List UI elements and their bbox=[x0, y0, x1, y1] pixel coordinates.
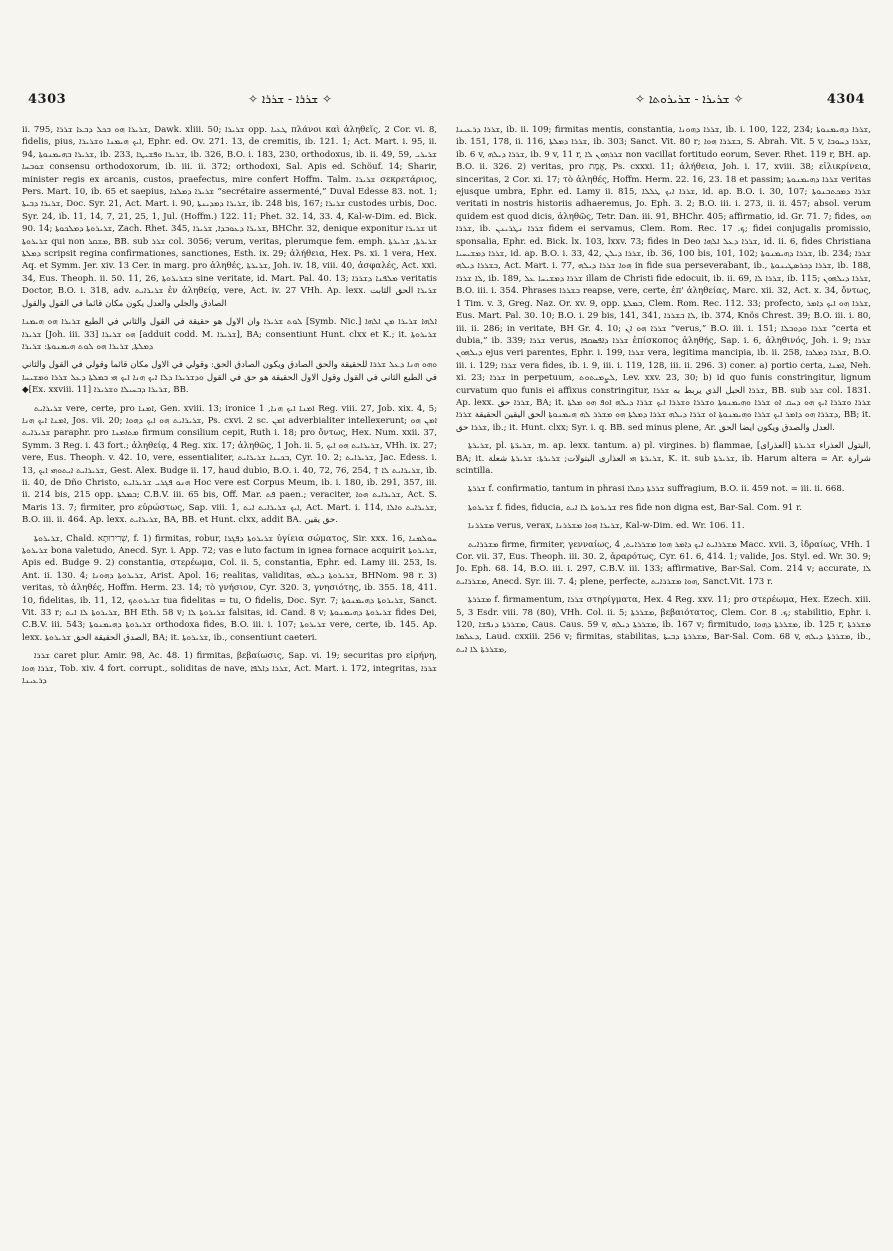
right-running-head: ✧ ܫܪܝܪܐ - ܫܪܝܪܘܬܐ ✧ bbox=[635, 92, 744, 106]
entry-paragraph: ii. 795, ܫܪܝܪܐ ܗܘ ܒܟܠ ܕܒܥܐ ܫܪܪܐ, Dawk. xliii. 50; ܫܪܝܪܐ opp. ܛܥܝܐ πλάνοι καὶ ἀληθεῖς, 2 Cor. vi. 8, fidelis, pius, ܐܝܟ ܗܝܡܢܐ ܘܫܪܝܪܐ, Ephr. ed. Ov. 271. 13, de cremitis, ib. 121. 1; Act. Mart. i. 95, ii. 94, ܫܪܝܪܐ ܒܗܝܡܢܘܬܐ, ib. 233, ܫܪܝܪܐ ܘܦܫܝܛܐ, ib. 326, B.O. i. 183, 230, orthodoxus, ib. ii. 49, 59, ܫܪܝܪܝ ܫܘܒܚܐ consensu orthodoxorum, ib. iii. ii. 372; orthodoxi, Sal. Apis ed. Schöuf. 14; Sharir, minister regis ex arcanis, custos, praefectus, mire confert Hoffm. Talm. ܫܪܝܪܐ σεκρετάριος, Pers. Mart. 10, ib. 65 et saepius, ܫܪܝܪܐ ܕܡܠܟܐ “secrétaire assermenté,” Duval Edesse 83. not. 1; ܫܪܝܪܐ ܕܒܝܬܐ, Doc. Syr. 21, Act. Mart. i. 90, ܫܪܝܪܐ ܕܡܕܝܢܬܐ, ib. 248 bis, 167; ܫܪܝܪܐ custodes urbis, Doc. Syr. 24, ib. 11, 14, 7, 21, 25, 1, Jul. (Hoffm.) 122. 11; Phet. 32. 14, 33. 4, Kal-w-Dim. ed. Bick. 90. 14; ܫܪܝܪܘܬܐ ܕܡܠܟܘܬܐ, Zach. Rhet. 345, ܫܪܝܪܐ ܕܥܘܒܕܐ, ܫܪܝܪܐ, BHChr. 32, denique exponitur ܫܪܝܪܐ ut ܫܪܝܪܘܬܐ qui non ܡܫܩܪ, BB. sub ܫܪܪ col. 3056; verum, veritas, plerumque fem. emph. ܫܪܝܪܬܐ, ܫܪܝܪܬܐ ܕܡܠܬܐ scripsit regina confirmationes, sanctiones, Esth. ix. 29; ἀλήθεια, Hex. Ps. xi. 1 vera, Hex. Aq. et Symm. Jer. xiv. 13 Cer. in marg. pro ἀληθές, ܫܪܝܪܬܐ, Joh. iv. 18, viii. 40, ἀσφαλές, Act. xxi. 34, Eus. Theoph. ii. 50. 11, 26, ܒܫܪܝܪܘܬܐ sine veritate, id. Mart. Pal. 40. 13; ܡܠܦܢܐ ܕܫܪܪܐ veritatis Doctor, B.O. i. 318, adv. ܫܪܝܪܐܝܬ ἐν ἀληθείᾳ, vere, Act. iv. 27 VHh. Ap. lexx. ܫܪܝܪܐ الحق الثابت الصادق والجلي والعدل يكون مكان قائما في القول والقول bbox=[22, 125, 437, 309]
entry-paragraph: ܫܪܝܪܐܝܬ vere, certe, pro ܐܡܢܐ, Gen. xviii. 13; ironice ܐܡܢܐ ܐܝܟ ܗܢܐ, 1 Reg. viii. 27, Job. xix. 4, 5; ܐܡܢܐ ܐܝܟ ܗܢܐ, Jos. vii. 20; ܫܪܝܪܐܝܬ ܗܘ ܐܝܟ ܕܗܘܐ, Ps. cxvi. 2 sc. ܐܡܢ adverbialiter intellexerunt; ܐܡܢ ܗܘ ܫܪܝܪܐܝܬ paraphr. pro ܡܬܐܡܢܐ firmum consilium cepit, Ruth i. 18; pro ὄντως, Hex. Num. xxii. 37, Symm. 3 Reg. i. 43 fort.; ἀληθείᾳ, 4 Reg. xix. 17; ἀληθῶς, 1 Joh. ii. 5, ܫܪܝܪܐܝܬ ܗܘ ܐܝܟ, VHh. ix. 27; vere, Eus. Theoph. v. 42. 10, vere, essentialiter, ܒܟܝܢܐ ܫܪܝܪܐܝܬ, Cyr. 10. 2; ܫܪܝܪܐܝܬ, Jac. Edess. i. 13, ܫܪܝܪܐܝܬ ܐܝܬܘܗܝ ܐܝܟ, Gest. Alex. Budge ii. 17, haud dubio, B.O. i. 40, 72, 76, 254, † ܫܪܝܪܐܝܬ ܠܐ, ib. ii. 40, de Dño Christo, ܗܢܘ ܦܓܪܝ ܫܪܝܪܐܝܬ Hoc vere est Corpus Meum, ib. i. 180, ib. 291, 357, iii. ii. 214 bis, 215 opp. ܒܡܠܬܐ; C.B.V. iii. 65 bis, Off. Mar. ܦܬ paen.; veraciter, ܫܪܝܪܐܝܬ ܗܘܐ, Act. S. Maris 13. 7; firmiter, pro εὐρώστως, Sap. viii. 1, ܐܝܟ ܫܪܝܪܐܝܬ ܐܝܬ, Act. Mart. i. 114, ܫܪܝܪܐܝܬ ܘܐܠܐ, B.O. iii. ii. 464. Ap. lexx. ܫܪܝܪܐܝܬ, BA, BB. et Hunt. clxx, addit BA. حق يقين. bbox=[22, 403, 437, 526]
entry-paragraph: ܫܪܝܪܘܬܐ, Chald. שְׁרִירוּתָא, f. 1) firmitas, robur, ܫܪܝܪܘܬܐ ܕܦܓܪܐ ὑγίεια σώματος, Sir. xxx. 16, ܚܘܠܡܢܐ ܫܪܝܪܘܬܐ bona valetudo, Anecd. Syr. i. App. 72; vas e luto factum in ignea fornace acquirit ܫܪܝܪܘܬܐ, Apis ed. Budge 9. 2) constantia, στερέωμα, Col. ii. 5, constantia, Ephr. ed. Lamy iii. 253, Is. Ant. ii. 130. 4; ܫܪܝܪܘܬܐ ܕܗܘܢܐ, Arist. Apol. 16; realitas, validitas, ܫܪܝܪܘܬܐ ܕܝܠܗ, BHNom. 98 r. 3) veritas, τὸ ἀληθές, Hoffm. Herm. 23. 14; τὸ γνήσιον, Cyr. 320. 3, γνησιότης, ib. 355. 18, 411. 10, fidelitas, ib. 11, 12, ܫܪܝܪܘܬܟ tua fidelitas = tu, O fidelis, Doc. Syr. 7; ܫܪܝܪܘܬܐ ܕܗܝܡܢܘܬܐ, Sanct. Vit. 33 r; ܫܪܝܪܘܬܐ ܠܐ ܐܝܬ, BH Eth. 58 v; ܫܪܝܪܘܬܐ ܠܐ falsitas, id. Cand. 8 v; ܫܪܝܪܘܬܐ ܕܗܝܡܢܘܬܐ fides Dei, C.B.V. iii. 543; ܫܪܝܪܘܬܐ ܕܗܝܡܢܘܬܐ orthodoxa fides, B.O. iii. i. 107; ܫܪܝܪܘܬܐ vere, certe, ib. 145. Ap. lexx. الصدق الحقيقة الحق ܫܪܝܪܘܬܐ, BA; it. ܫܪܝܪܘܬܐ, ib., consentiunt caeteri. bbox=[22, 533, 437, 643]
entry-paragraph: ܫܪܪܐ ܕܪܥܝܢܐ, ib. ii. 109; firmitas mentis, constantia, ܫܪܪܐ ܕܗܘܢܐ, ib. i. 100, 122, 234; ܫܪܪܐ ܕܗܝܡܢܘܬܐ, ib. 151, 178, ii. 116, ܫܪܪܐ ܕܡܠܬܐ, ib. 303; Sanct. Vit. 80 r; ܒܫܪܪܐ ܗܘܐ, S. Abrah. Vit. 5 v, ܫܪܪܐ ܕܚܘܒܐ, ib. 6 v, ܫܪܪܐ ܕܝܠܗ, ib. 9 v, 11 r, ܫܪܪܗܘܢ ܠܐ non vacillat fortitudo eorum, Sever. Rhet. 119 r, BH. ap. B.O. ii. 326. 2) veritas, pro אֱמֶת, Ps. cxxxi. 11; ἀλήθεια, Joh. i. 17, xviii. 38; εἰλικρίνεια, sinceritas, 2 Cor. xi. 17; τὸ ἀληθές, Hoffm. Herm. 22. 16, 23. 18 et passim; ܫܪܪܐ ܕܗܝܡܢܘܬܐ veritas ejusque umbra, Ephr. ed. Lamy ii. 815, ܫܪܪܐ ܐܝܟ ܛܠܠܐ, id. ap. B.O. i. 30, 107; ܫܪܪܐ ܕܡܟܬܒܢܘܬܐ veritati in nostris historiis adhaeremus, Jo. Eph. 3. 2; B.O. iii. i. 273, ii. ii. 457; absol. verum quidem est quod dicis, ἀληθῶς, Tetr. Dan. iii. 91, BHChr. 405; affirmatio, id. Gr. 71. 7; fides, ܗܘ ܫܪܪܐ, ib. ܫܪܪܐ ܢܛܪܝܢܢ fidem ei servamus, Clem. Rom. Rec. ܟ. 17; fidei conjugalis promissio, sponsalia, Ephr. ed. Bick. lx. 103, lxxv. 73; fides in Deo ܫܪܪܐ ܕܥܠ ܐܠܗܐ, id. ii. 6, fides Christiana ܫܪܪܐ ܕܡܫܝܚܝܐ, id. ap. B.O. i. 33, 42, ܫܪܪܐ ܕܝܠܢ, ib. 36, 100 bis, 101, 102; ܫܪܪܐ ܕܗܝܡܢܘܬܐ, ib. 234; ܫܪܪܐ ܒܫܪܪܐ ܕܝܠܗ, Act. Mart. i. 77, ܗܘܐ ܫܪܪܐ ܕܝܠܗ in fide sua perseverabant, ib., ܫܪܪܐ ܕܟܪܣܛܝܢܘܬܐ, ib. 188, ܠܐ ܫܪܪܐ, ib. 189, ܫܪܪܐ ܕܡܫܝܚܐ ܥܠ illam de Christi fide edocuit, ib. ii. 69, ܫܪܪܐ ܠܐ, ib. 115; ܫܪܪܐ ܕܝܠܗܘܢ, B.O. iii. i. 354. Phrases ܒܫܪܪܐ reapse, vere, certe, ἐπ' ἀληθείας, Marc. xii. 32, Act. x. 34, ὄντως, 1 Tim. v. 3, Greg. Naz. Or. xv. 9, opp. ܒܡܠܬܐ, Clem. Rom. Rec. 112. 33; profecto, ܫܪܪܐ ܗܘ ܐܝܟ ܕܐܡܪ, Eus. Mart. Pal. 30. 10; B.O. i. 29 bis, 141, 341, ܠܐ ܒܫܪܪܐ, ib. 374, Knös Chrest. 39; B.O. iii. i. 80, iii. ii. 286; in veritate, BH Gr. 4. 10; ܫܪܪܐ ܗܘ ܐܢ “verus,” B.O. iii. i. 151; ܫܪܪܐ ܘܕܘܒܠܐ “certa et dubia,” ib. 339; ܫܪܪܐ verus, ܫܪܪܐ ܕܐܦܣܩܦܐ ἐπίσκοπος ἀληθής, Sap. i. 6, ἀληθινός, Joh. i. 9; ܫܪܪܐ ܕܝܠܗܘܢ ejus veri parentes, Ephr. i. 199, ܫܪܪܐ vera, legitima mancipia, ib. ii. 258, ܫܪܪܐ ܕܡܠܟܐ, B.O. iii. i. 129; ܫܪܪܐ vera fides, ib. i. 9, iii. i. 119, 128, iii. ii. 296. 3) coner. a) portio certa, ܐܡܢܐ, Neh. xi. 23; ܫܪܪܐ in perpetuum, ܠܨܡܝܬܘܬ, Lev. xxv. 23, 30; b) id quo funis constringitur, lignum curvatum quo funis ei affixus constringitur, ܫܪܪܐ الحبل الذي يربط به ܫܪܪܐ, BB. sub ܫܪܪ col. 1831. Ap. lexx. ܫܪܪܐ حق, BA; it. ܫܪܪܐ ܘܫܪܪܐ ܐܝܟ ܗܘ ܕܚܩ ܐܘ ܫܪܪܐ ܘܗܝܡܢܘܬܐ ܘܫܪܪܐ ܘܫܪܪܐ ܐܝܟ ܫܪܪܐ ܕܝܠܗ ܐܘܦ ܗܘ ܡܠܬܐ ܕܫܪܪܐ ܗܘ ܕܐܡܪ ܐܝܟ ܫܪܪܐ ܘܗܝܡܢܘܬܐ ܐܘ ܫܪܪܐ ܕܝܠܗ ܫܪܪܐ ܕܡܠܬܐ ܗܘ ܡܫܪܪ ܠܗ ܗܝܡܢܘܬܐ الحق اليقين الحقيقة ܫܪܪܐ, BB; it. ܫܪܪܐ حق, ib.; it. Hunt. clxx; Syr. i. q. BB. sed minus plene, Ar. العدل والصدق ويكون ايضا الحق. bbox=[456, 125, 871, 433]
entry-paragraph: ܡܫܪܪܢܐ verus, verax, ܫܪܝܪܐ ܗܘܐ ܡܫܪܪܢܐ, Kal-w-Dim. ed. Wr. 106. 11. bbox=[468, 521, 745, 532]
left-column bbox=[22, 124, 437, 1224]
right-page-number: 4304 bbox=[826, 92, 865, 107]
entry-paragraph: ܫܪܝܪܬܐ, pl. ܫܪܝܪ̈ܬܐ, m. ap. lexx. tantum. a) pl. virgines. b) flammae, [العذراى] البتول العذراء ܫܪܝܪܬܐ, BA; it. ܫܪܝܪܬܐ ܗܝ العذارى البتولات; ܫܪܝܪܬܐ: ܫܪܝܪܬܐ شعلة, K. it. sub ܫܪܝܪܬܐ, ib. Harum altera = Ar. شرارة scintilla. bbox=[456, 441, 871, 476]
left-page-number: 4303 bbox=[28, 92, 67, 107]
entry-paragraph: ܡܫܪܪܬܐ f. firmamentum, ܫܪܪܐ στηρίγματα, Hex. 4 Reg. xxv. 11; pro στερέωμα, Hex. Ezech. xiii. 5, 3 Esdr. viii. 78 (80), VHh. Col. ii. 5; ܡܫܪܪܬܐ, βεβαιότατος, Clem. Cor. ܟ. 8; stabilitio, Ephr. i. 120, ܡܫܪܪܬܐ ܕܢܦܫܐ, Caus. Caus. 59 v, ܡܫܪܪܬܐ ܕܝܠܗ, ib. 167 v; firmitudo, ܡܫܪܪܬܐ ܕܗܘܐ, ib. 125 r, ܡܫܪܪܬܐ ܕܥܠܡܐ, Laud. cxxiii. 256 v; firmitas, stabilitas, ܡܫܪܪܬܐ ܕܒܝܬܐ, Bar-Sal. Com. 68 v, ܡܫܪܪܬܐ ܕܝܠܗ, ib., ܡܫܪܪܬܐ ܠܐ ܐܝܬ, bbox=[456, 595, 871, 655]
right-column bbox=[456, 124, 871, 1224]
entry-paragraph: ܠܘܬ ܫܪܝܪܐ وان الاول هو حقيقة في القول والثاني في الطبع ܫܪܝܪܐ ܗܘ ܗܝܡܢܐ [Symb. Nic.] ܐܠܗܐ ܫܪܝܪܐ ܡܢ ܐܠܗܐ ܫܪܝܪܐ [Joh. iii. 33] ܗܘ ܫܪܝܪܐ [adduit codd. M. ܫܪܝܪܐ], BA; consentiunt Hunt. clxx et K.; it. ܫܪܝܪܘܬܐ ܕܡܠܬܐ, ܫܪܝܪܐ ܗܘ ܠܘܬ ܗܝܡܢܘܬܐ: ܫܪܝܪܐ bbox=[22, 317, 437, 352]
entry-paragraph: ܫܪܝܪܘܬܐ f. fides, fiducia, ܫܪܝܪܘܬܐ ܠܐ ܐܝܬ res fide non digna est, Bar-Sal. Com. 91 r. bbox=[468, 502, 803, 513]
entry-paragraph: ܫܪܪܬܐ f. confirmatio, tantum in phrasi ܫܪܪܬܐ ܕܩܠܐ suffragium, B.O. ii. 459 not. = iii. ii. 668. bbox=[468, 484, 845, 495]
page-header bbox=[18, 92, 875, 114]
entry-paragraph: ܡܫܪܪܐܝܬ firme, firmiter, γενναίως, ܡܫܪܪܐܝܬ ܐܝܟ ܕܐܡܪ ܗܘܐ ܡܫܪܪܐܝܬ, 4 Macc. xvii. 3, ἰδραίως, VHh. 1 Cor. vii. 37, Eus. Theoph. iii. 30. 2, ἀραρότως, Cyr. 61. 6, 414. 1; valide, Jos. Styl. ed. Wr. 30. 9; Jo. Eph. 68. 14, B.O. iii. i. 297, C.B.V. iii. 133; affirmative, Bar-Sal. Com. 214 v; accurate, ܠܐ ܡܫܪܪܐܝܬ, Anecd. Syr. iii. 7. 4; plene, perfecte, ܗܘܐ ܡܫܪܪܐܝܬ, Sanct.Vit. 173 r. bbox=[456, 539, 871, 587]
entry-paragraph: ܘܗܘ ܗܢܐ ܕܥܠ ܫܪܪܐ للحقيقة والحق الصادق ويكون الصادق الحق: وقولي في الاول مكان قائما وقولي في القول والثاني في الطبع الثاني في القول وقول الاول الحقيقة هو حق في القول ܘܕܫܪܝܪܐ ܕܠܐ ܐܝܟ ܗܢܐ ܐܝܟ ܗܝ ܒܡܠܬܐ ܕܥܠ ܫܪܪܐ ܘܡܫܝܚܐ ◆[Ex. xxviii. 11] ܫܪܝܪܐ ܕܒܚܝܠܐ ܘܫܪܝܪܐ, BB. bbox=[22, 360, 437, 396]
left-running-head: ✧ ܫܪܪܐ - ܫܪܪܐ ✧ bbox=[248, 92, 333, 106]
entry-paragraph: ܫܪܪܐ caret plur. Amir. 98, Ac. 48. 1) firmitas, βεβαίωσις, Sap. vi. 19; securitas pro εἰρήνη, ܫܪܪܐ ܗܘܐ, Tob. xiv. 4 fort. corrupt., soliditas de nave, ܫܪܪܐ ܕܐܠܦܐ, Act. Mart. i. 172, integritas, ܫܪܪܐ ܕܪܥܝܢܐ bbox=[22, 651, 437, 687]
